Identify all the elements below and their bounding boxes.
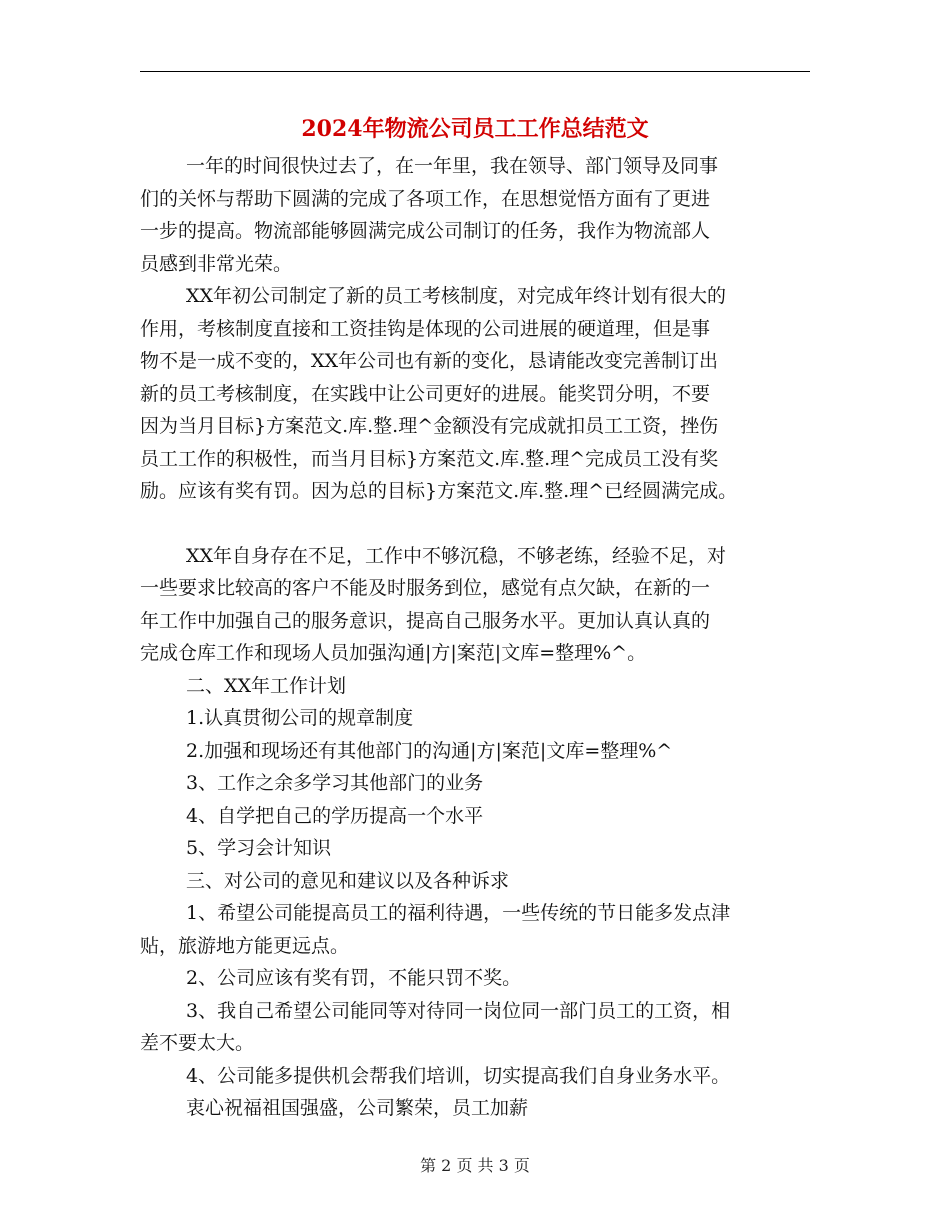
paragraph-gap (140, 508, 820, 540)
text-line: 完成仓库工作和现场人员加强沟通|方|案范|文库=整理%^。 (140, 642, 647, 664)
document-body (140, 150, 820, 1125)
header-rule (140, 71, 810, 72)
text-line: 励。应该有奖有罚。因为总的目标}方案范文.库.整.理^已经圆满完成。 (140, 480, 738, 502)
text-line: 1、希望公司能提高员工的福利待遇，一些传统的节日能多发点津 (186, 902, 731, 924)
text-line: 新的员工考核制度，在实践中让公司更好的进展。能奖罚分明，不要 (140, 382, 711, 405)
text-line: 4、公司能多提供机会帮我们培训，切实提高我们自身业务水平。 (186, 1064, 731, 1087)
text-line: 作用，考核制度直接和工资挂钩是体现的公司进展的硬道理，但是事 (140, 317, 711, 340)
text-line: XX年初公司制定了新的员工考核制度，对完成年终计划有很大的 (186, 285, 727, 307)
text-line: 贴，旅游地方能更远点。 (140, 934, 350, 957)
text-line: 4、自学把自己的学历提高一个水平 (186, 804, 484, 827)
text-line: 1.认真贯彻公司的规章制度 (186, 707, 414, 729)
text-line: 一步的提高。物流部能够圆满完成公司制订的任务，我作为物流部人 (140, 220, 711, 242)
text-line: 2、公司应该有奖有罚，不能只罚不奖。 (186, 967, 522, 989)
text-line: 二、XX年工作计划 (186, 674, 347, 697)
text-line: 三、对公司的意见和建议以及各种诉求 (186, 869, 510, 892)
text-line: 员工工作的积极性，而当月目标}方案范文.库.整.理^完成员工没有奖 (140, 447, 719, 470)
text-line: 5、学习会计知识 (186, 837, 332, 859)
text-line: 物不是一成不变的，XX年公司也有新的变化，恳请能改变完善制订出 (140, 350, 719, 372)
document-title: 2024年物流公司员工工作总结范文 (301, 116, 649, 142)
text-line: 2.加强和现场还有其他部门的沟通|方|案范|文库=整理%^ (186, 739, 673, 762)
text-line: 3、工作之余多学习其他部门的业务 (186, 772, 484, 794)
text-line: 员感到非常光荣。 (140, 252, 293, 275)
text-line: 差不要太大。 (140, 1032, 255, 1054)
text-line: 一些要求比较高的客户不能及时服务到位，感觉有点欠缺，在新的一 (140, 577, 711, 599)
text-line: 一年的时间很快过去了，在一年里，我在领导、部门领导及同事 (186, 155, 719, 177)
text-line: 因为当月目标}方案范文.库.整.理^金额没有完成就扣员工工资，挫伤 (140, 415, 719, 437)
text-line: 衷心祝福祖国强盛，公司繁荣，员工加薪 (186, 1097, 529, 1119)
text-line: XX年自身存在不足，工作中不够沉稳，不够老练，经验不足，对 (186, 544, 727, 567)
text-line: 们的关怀与帮助下圆满的完成了各项工作，在思想觉悟方面有了更进 (140, 187, 711, 210)
text-line: 3、我自己希望公司能同等对待同一岗位同一部门员工的工资，相 (186, 999, 731, 1022)
page-footer: 第 2 页 共 3 页 (420, 1156, 530, 1175)
text-line: 年工作中加强自己的服务意识，提高自己服务水平。更加认真认真的 (140, 609, 711, 632)
